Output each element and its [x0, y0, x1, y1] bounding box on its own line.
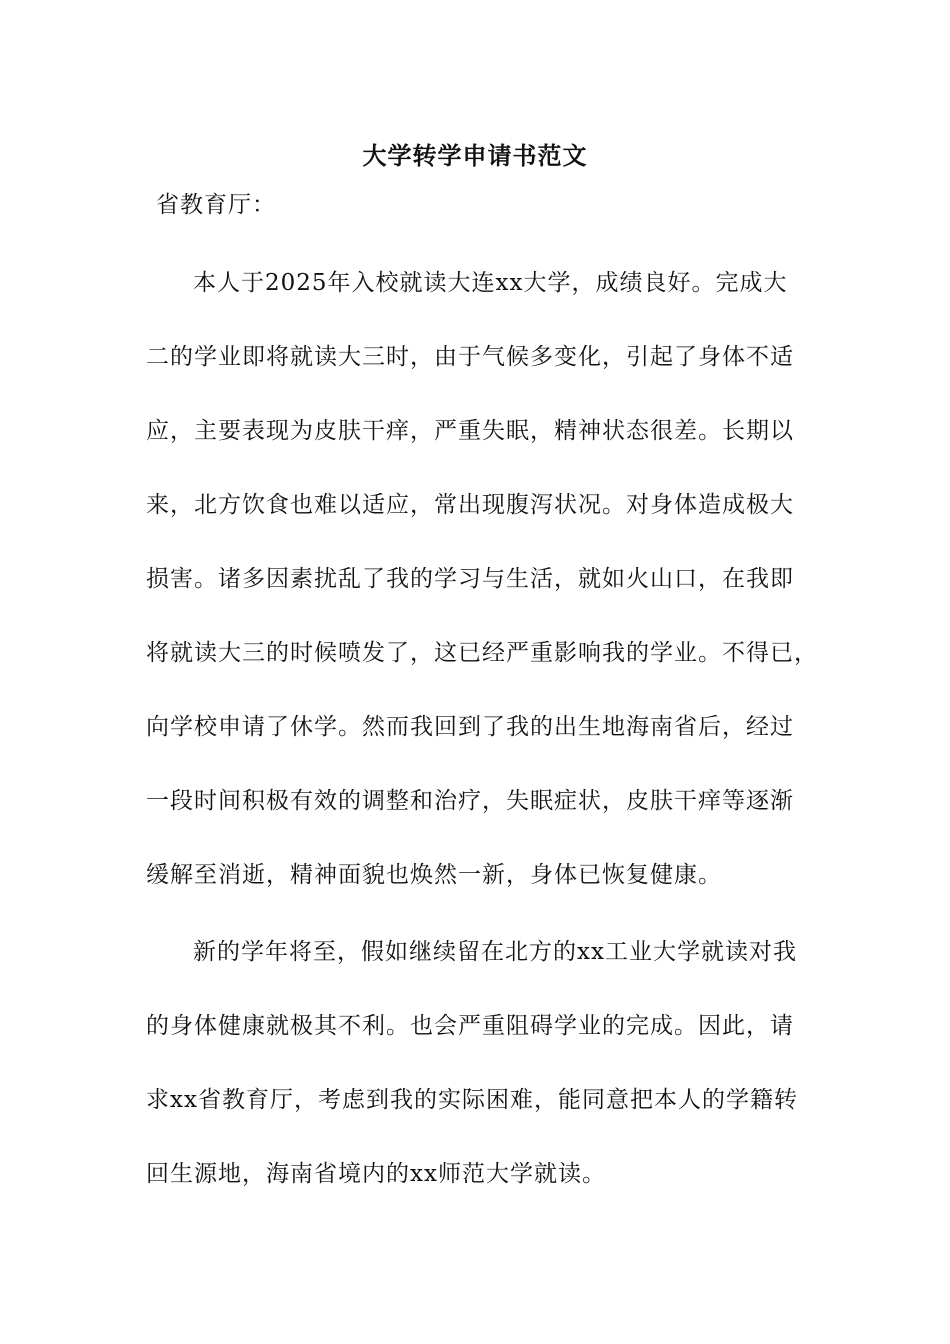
paragraph-1-line-5: 损害。诸多因素扰乱了我的学习与生活，就如火山口，在我即: [146, 566, 794, 592]
paragraph-1-line-7: 向学校申请了休学。然而我回到了我的出生地海南省后，经过: [146, 714, 794, 740]
salutation: 省教育厅：: [156, 192, 276, 218]
paragraph-2-line-1: 新的学年将至，假如继续留在北方的xx工业大学就读对我: [193, 939, 797, 965]
paragraph-2-line-4: 回生源地，海南省境内的xx师范大学就读。: [146, 1161, 606, 1187]
paragraph-1-line-6: 将就读大三的时候喷发了，这已经严重影响我的学业。不得已，: [146, 640, 818, 666]
document-title: 大学转学申请书范文: [362, 141, 588, 170]
paragraph-1-line-8: 一段时间积极有效的调整和治疗，失眠症状，皮肤干痒等逐渐: [146, 788, 794, 814]
paragraph-1-line-2: 二的学业即将就读大三时，由于气候多变化，引起了身体不适: [146, 344, 794, 370]
paragraph-1-line-3: 应，主要表现为皮肤干痒，严重失眠，精神状态很差。长期以: [146, 418, 794, 444]
paragraph-2-line-3: 求xx省教育厅，考虑到我的实际困难，能同意把本人的学籍转: [146, 1087, 798, 1113]
paragraph-2-line-2: 的身体健康就极其不利。也会严重阻碍学业的完成。因此，请: [146, 1013, 794, 1039]
paragraph-1-line-4: 来，北方饮食也难以适应，常出现腹泻状况。对身体造成极大: [146, 492, 794, 518]
paragraph-1-line-9: 缓解至消逝，精神面貌也焕然一新，身体已恢复健康。: [146, 862, 722, 888]
paragraph-1-line-1: 本人于2025年入校就读大连xx大学，成绩良好。完成大: [193, 270, 788, 296]
